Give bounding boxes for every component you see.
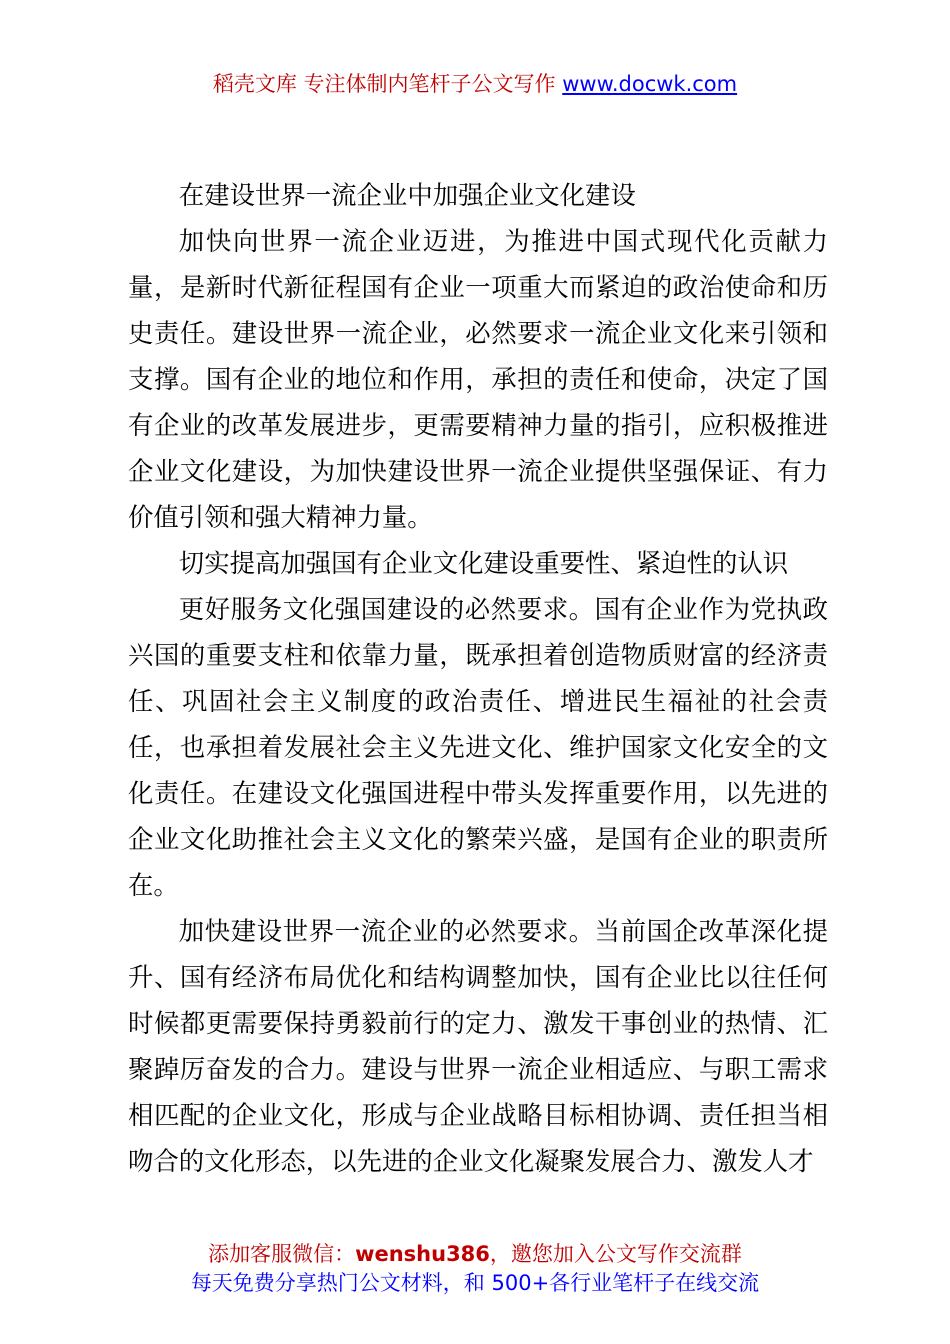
section-heading: 切实提高加强国有企业文化建设重要性、紧迫性的认识 (178, 548, 789, 578)
page-footer (0, 1240, 950, 1298)
header-url-link[interactable]: www.docwk.com (562, 72, 738, 96)
footer-contact-prefix: 添加客服微信： (208, 1242, 356, 1266)
paragraph-intro: 加快向世界一流企业迈进，为推进中国式现代化贡献力量，是新时代新征程国有企业一项重大而紧迫的政治使命和历史责任。建设世界一流企业，必然要求一流企业文化来引领和支撑。国有企业的地位和作用，承担的责任和使命，决定了国有企业的改革发展进步，更需要精神力量的指引，应积极推进企业文化建设，为加快建设世界一流企业提供坚强保证、有力价值引领和强大精神力量。 (128, 226, 828, 532)
footer-promo-line: 每天免费分享热门公文材料，和 500+各行业笔杆子在线交流 (190, 1271, 760, 1295)
header-brand: 稻壳文库 专注体制内笔杆子公文写作 (212, 72, 556, 96)
document-body (128, 172, 828, 1184)
paragraph-world-class: 加快建设世界一流企业的必然要求。当前国企改革深化提升、国有经济布局优化和结构调整加快，国有企业比以往任何时候都更需要保持勇毅前行的定力、激发干事创业的热情、汇聚踔厉奋发的合力。建设与世界一流企业相适应、与职工需求相匹配的企业文化，形成与企业战略目标相协调、责任担当相吻合的文化形态，以先进的企业文化凝聚发展合力、激发人才 (128, 916, 828, 1176)
footer-wechat-id: wenshu386 (355, 1242, 490, 1266)
footer-contact-line (0, 1240, 950, 1269)
document-title: 在建设世界一流企业中加强企业文化建设 (178, 180, 636, 210)
paragraph-culture-power: 更好服务文化强国建设的必然要求。国有企业作为党执政兴国的重要支柱和依靠力量，既承担着创造物质财富的经济责任、巩固社会主义制度的政治责任、增进民生福祉的社会责任，也承担着发展社会主义先进文化、维护国家文化安全的文化责任。在建设文化强国进程中带头发挥重要作用，以先进的企业文化助推社会主义文化的繁荣兴盛，是国有企业的职责所在。 (128, 594, 828, 900)
footer-contact-suffix: ，邀您加入公文写作交流群 (489, 1242, 742, 1266)
page-header (0, 70, 950, 98)
